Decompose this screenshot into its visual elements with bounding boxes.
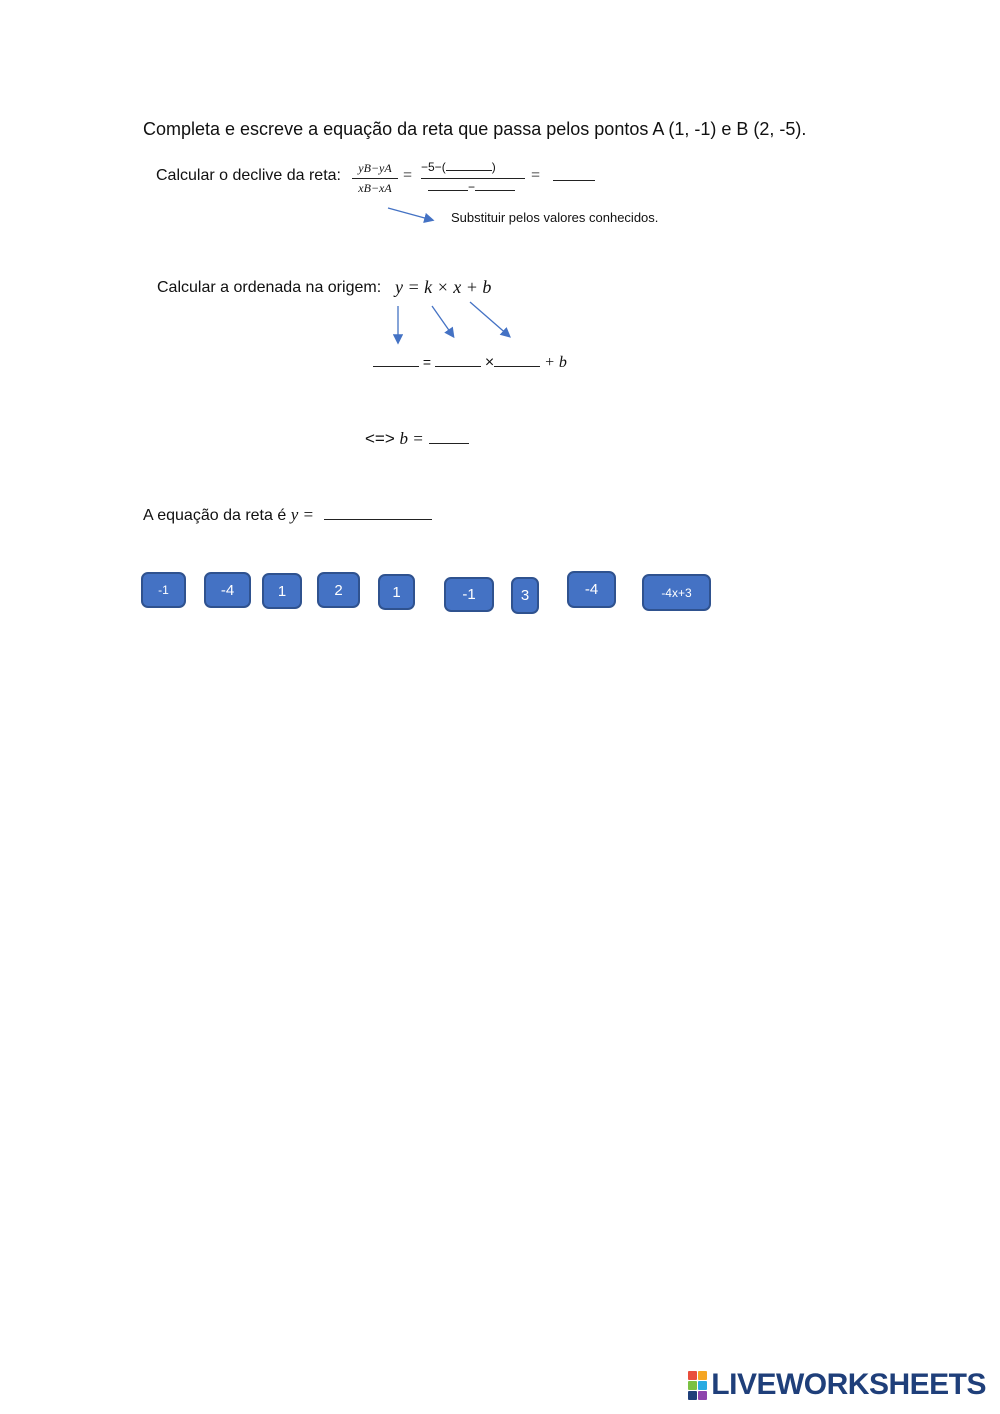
final-label	[143, 505, 432, 525]
blank-k[interactable]	[435, 365, 481, 367]
intercept-formula: y = k × x + b	[395, 277, 492, 297]
blank-y[interactable]	[373, 365, 419, 367]
answer-tile[interactable]: -4	[567, 571, 616, 608]
slope-formula-numerator: yB−yA	[358, 161, 392, 175]
blank-slope-result[interactable]	[553, 179, 595, 181]
final-y-eq: y =	[290, 505, 314, 524]
answer-tile[interactable]: 1	[378, 574, 415, 610]
slope-result	[553, 168, 595, 186]
intercept-solution	[365, 429, 469, 449]
blank-numerator[interactable]	[446, 169, 492, 171]
instruction-title: Completa e escreve a equação da reta que passa pelos pontos A (1, -1) e B (2, -5).	[143, 119, 807, 139]
slope-formula-line	[352, 178, 398, 179]
slope-sub-line	[421, 178, 525, 179]
intercept-b-eq: b =	[399, 429, 424, 448]
final-label-text: A equação da reta é	[143, 507, 287, 524]
intercept-plus-b: + b	[544, 354, 567, 371]
slope-note-arrow	[380, 202, 450, 232]
logo-mark-icon	[688, 1371, 707, 1400]
slope-formula-denominator: xB−xA	[358, 181, 392, 195]
slope-sub-minus: −	[468, 180, 476, 194]
blank-denominator-1[interactable]	[428, 189, 468, 191]
arrow-to-x	[470, 302, 509, 336]
answer-tile[interactable]: 1	[262, 573, 302, 609]
intercept-label: Calcular a ordenada na origem:	[157, 279, 382, 296]
arrow-to-k	[432, 306, 453, 336]
answer-tile[interactable]: -1	[444, 577, 494, 612]
answer-tile[interactable]: -4	[204, 572, 251, 608]
blank-b[interactable]	[429, 442, 469, 444]
blank-denominator-2[interactable]	[475, 189, 515, 191]
answer-tile[interactable]: -1	[141, 572, 186, 608]
slope-equals-2: =	[530, 167, 541, 184]
slope-equals-1: =	[402, 167, 413, 184]
intercept-times: ×	[484, 354, 495, 371]
intercept-eq-sign: =	[422, 354, 432, 370]
blank-final-equation[interactable]	[324, 518, 432, 520]
intercept-arrows	[385, 298, 525, 350]
slope-label: Calcular o declive da reta:	[156, 167, 341, 184]
logo-text: LIVEWORKSHEETS	[711, 1368, 986, 1401]
intercept-substitution	[373, 354, 567, 372]
slope-sub-numerator	[421, 160, 496, 174]
slope-sub-denominator	[428, 180, 515, 194]
intercept-equiv: <=>	[365, 429, 395, 448]
blank-x[interactable]	[494, 365, 540, 367]
slope-sub-numerator-text: −5−(	[421, 160, 446, 174]
answer-tile[interactable]: -4x+3	[642, 574, 711, 611]
slope-note: Substituir pelos valores conhecidos.	[451, 210, 659, 225]
liveworksheets-logo	[688, 1368, 986, 1402]
answer-tile[interactable]: 2	[317, 572, 360, 608]
slope-sub-numerator-close: )	[491, 160, 496, 174]
answer-tile[interactable]: 3	[511, 577, 539, 614]
